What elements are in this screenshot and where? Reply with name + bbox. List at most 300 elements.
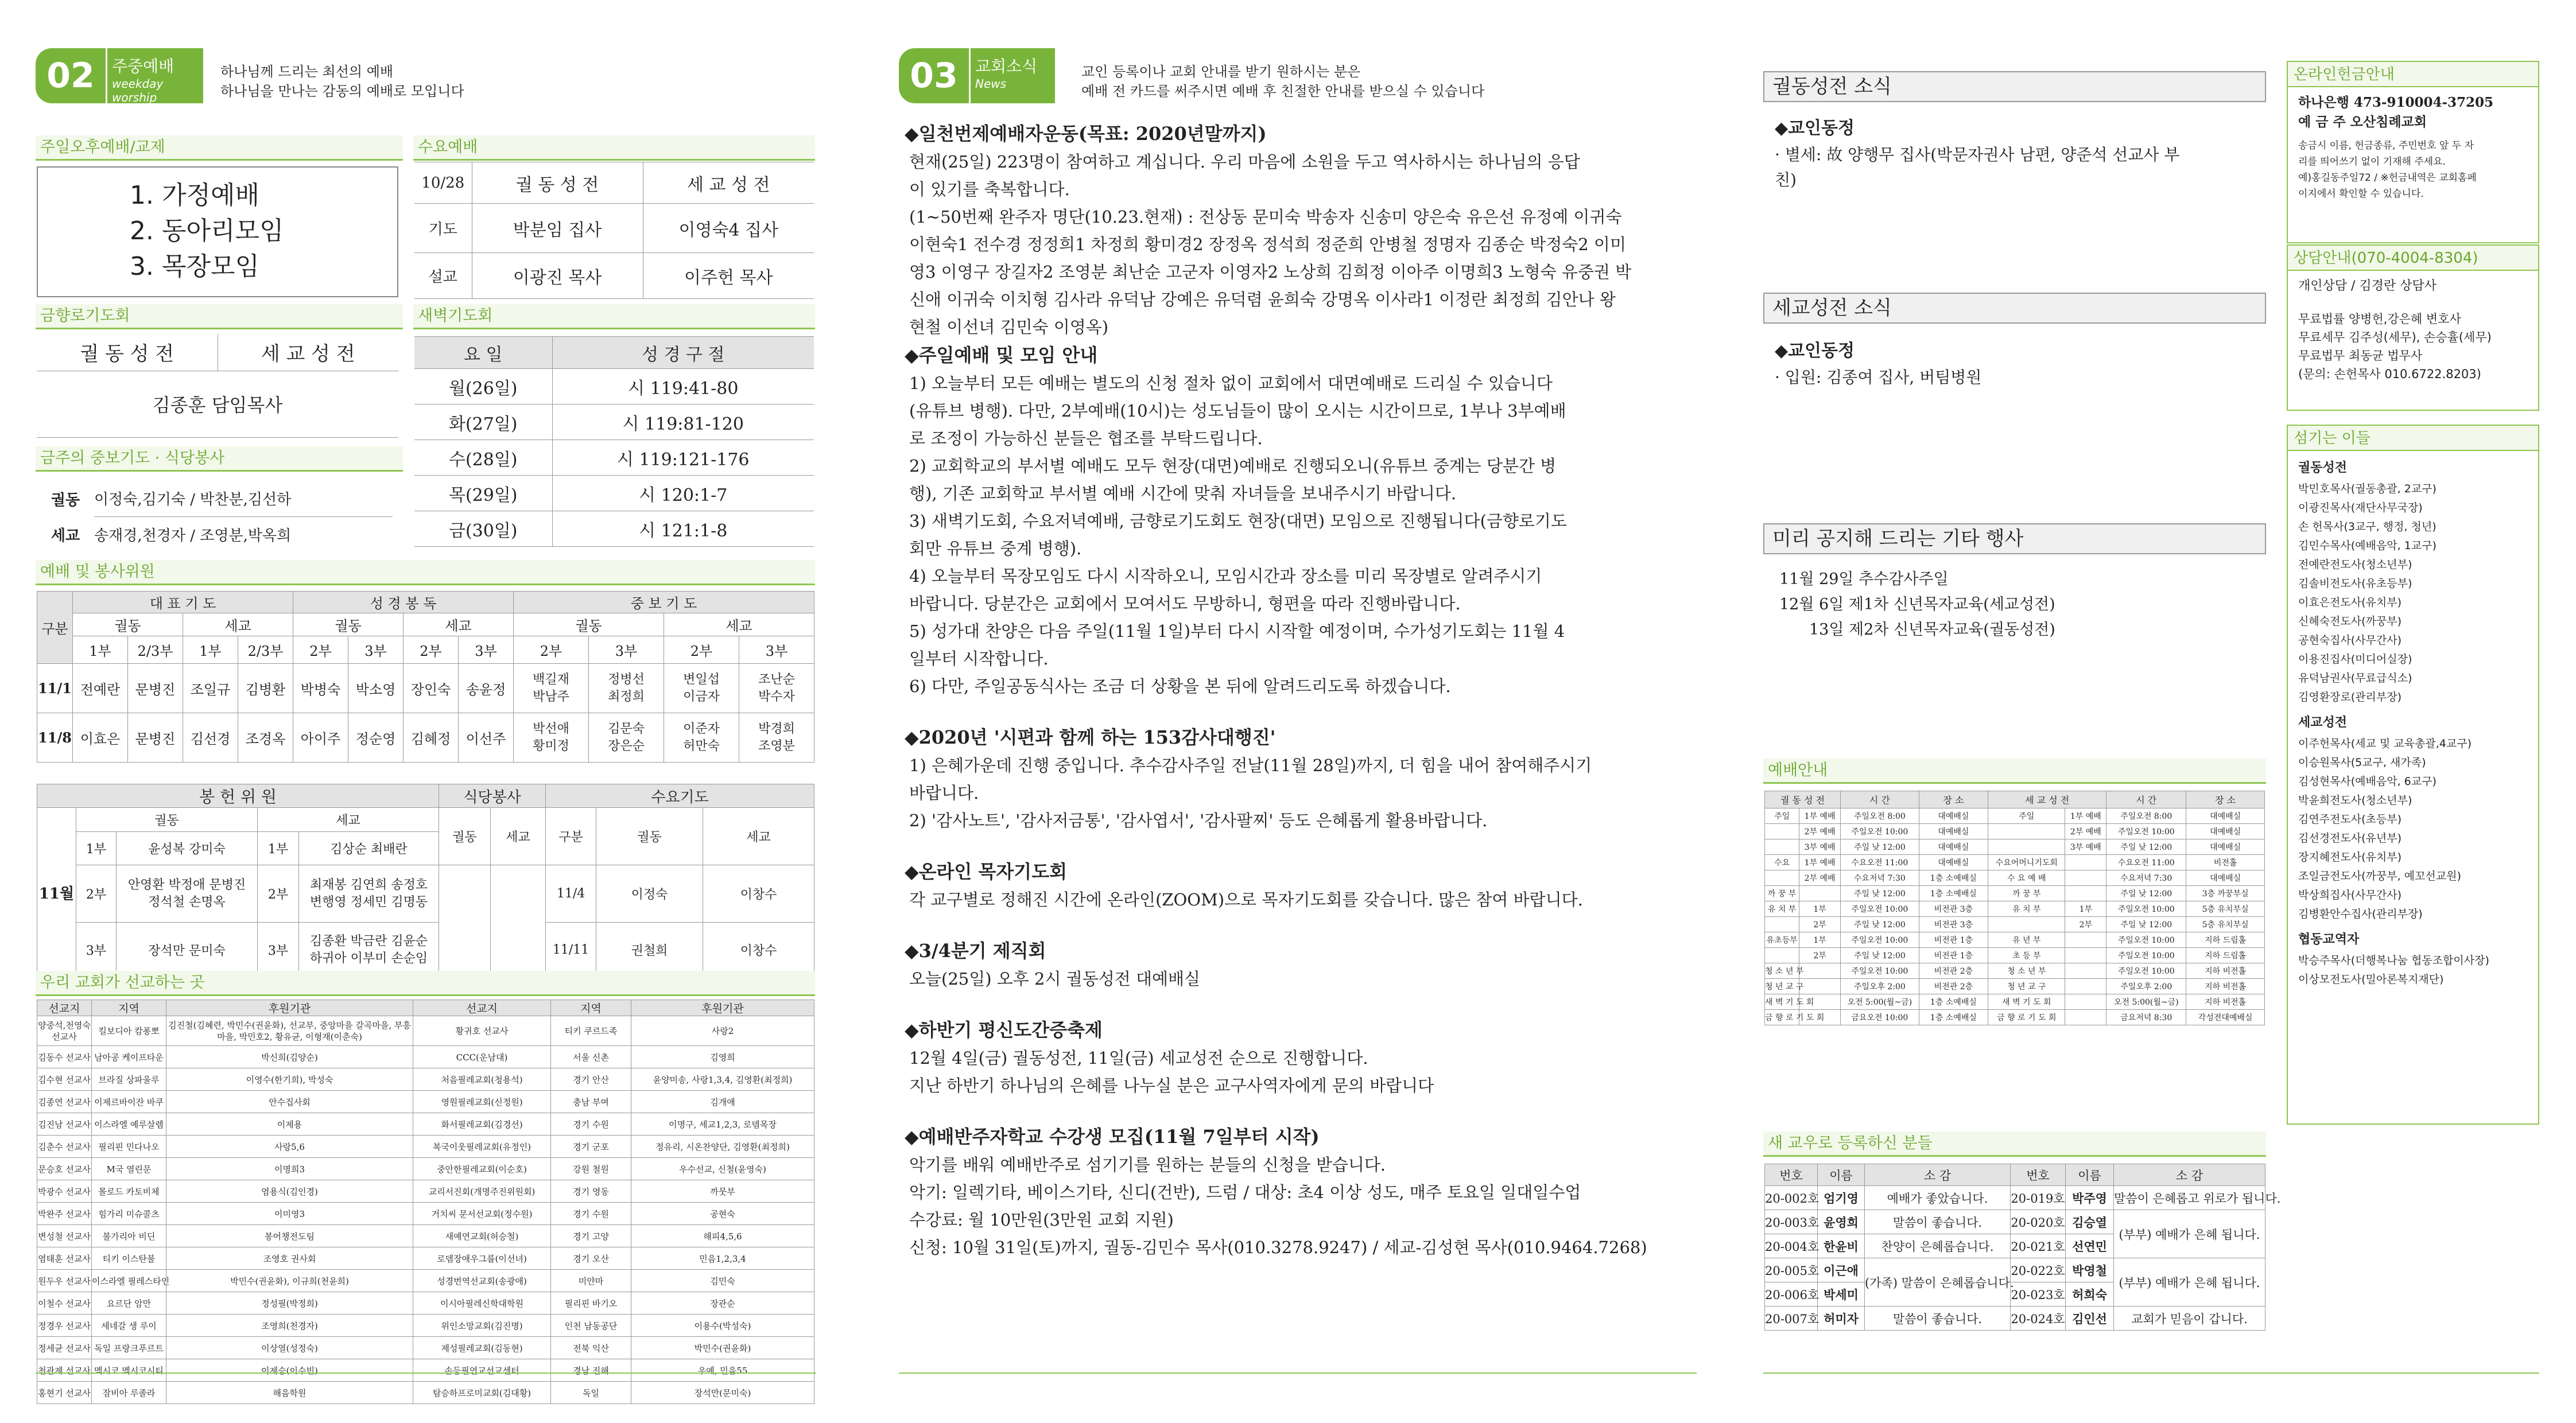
mission-cell: 이철수 선교사: [37, 1292, 92, 1315]
section-desc-1: 하나님께 드리는 최선의 예배: [220, 64, 394, 80]
guide-cell: 1층 소예배실: [1919, 886, 1988, 901]
staff-member: 공현숙집사(사무간사): [2298, 634, 2402, 647]
guide-cell: 2부: [2065, 917, 2106, 932]
mission-row: [37, 1225, 814, 1247]
mission-cell: 정성필(박정희): [166, 1292, 413, 1315]
sg-news-title: ◆교인동정: [1775, 341, 1855, 361]
staff-member: 신혜숙전도사(까꿍부): [2298, 615, 2402, 628]
wedpray-head: 수요기도: [546, 784, 814, 808]
news-title: ◆3/4분기 제직회: [905, 940, 1046, 962]
wq-name: 권철희: [596, 923, 703, 978]
staff-member: 이승원목사(5교구, 새가족): [2298, 756, 2426, 769]
staff-member: 이효은전도사(유치부): [2298, 596, 2402, 609]
guide-cell: 수요저녁 7:30: [1841, 870, 1919, 886]
wednesday-table: [414, 162, 814, 299]
nc-cell: 이근애: [1818, 1258, 1865, 1282]
mission-cell: 잠비아 루졸라: [92, 1382, 166, 1404]
worship-table: [37, 591, 814, 763]
section-title-box: [106, 48, 203, 103]
mission-cell: 티키 쿠르드족: [551, 1016, 631, 1046]
counsel-line: (문의: 손헌목사 010.6722.8203): [2298, 367, 2481, 381]
guide-col: 장 소: [2186, 791, 2265, 808]
guide-cell: 유초등부: [1765, 932, 1799, 948]
news-title: ◆예배반주자학교 수강생 모집(11월 7일부터 시작): [905, 1126, 1320, 1148]
mission-cell: 조영희(천경자): [166, 1315, 413, 1337]
wq-name: 이정숙: [596, 865, 703, 923]
wednesday-heading: 수요예배: [413, 135, 815, 161]
church-sg: 세교: [404, 613, 514, 636]
mission-cell: 티키 이스탄불: [92, 1247, 166, 1270]
guide-row: [1765, 1010, 2265, 1025]
newcomer-row: [1765, 1210, 2265, 1234]
dawn-day: 수(28일): [414, 440, 552, 476]
mission-cell: 천관제 선교사: [37, 1359, 92, 1382]
guide-row: [1765, 839, 2265, 855]
church-kd: 궐동: [293, 613, 404, 636]
mission-cell: 안수집사회: [166, 1091, 413, 1113]
dawn-day: 목(29일): [414, 476, 552, 511]
guide-cell: 주일오전 10:00: [1841, 932, 1919, 948]
online-line: 송금시 이름, 헌금종류, 주민번호 앞 두 자: [2298, 140, 2474, 151]
guide-cell: 주일 낮 12:00: [2106, 917, 2186, 932]
guide-cell: 주일 낮 12:00: [1841, 839, 1919, 855]
mission-cell: 김동수 선교사: [37, 1046, 92, 1068]
guide-cell: 수요오전 11:00: [1841, 855, 1919, 870]
newcomer-row: [1765, 1307, 2265, 1331]
news-line: 회만 유튜브 중계 병행).: [909, 539, 1082, 558]
staff-member: 김민수목사(예배음악, 1교구): [2298, 539, 2437, 552]
news-line: 4) 오늘부터 목장모임도 다시 시작하오니, 모임시간과 장소를 미리 목장별로 알려주시기: [909, 566, 1542, 586]
mission-cell: 경남 진해: [551, 1359, 631, 1382]
mission-row: [37, 1382, 814, 1404]
news-line: (유튜브 병행). 다만, 2부예배(10시)는 성도님들이 많이 오시는 시간이므로, 1부나 3부예배: [909, 401, 1566, 421]
mission-row: [37, 1113, 814, 1136]
name-cell: 정순영: [348, 713, 404, 763]
news-line: 5) 성가대 찬양은 다음 주일(11월 1일)부터 다시 시작할 예정이며, 수가성기도회는 11월 4: [909, 621, 1565, 641]
mission-cell: 복국이웃필레교회(유정인): [413, 1136, 551, 1158]
mission-cell: 우예, 민음55: [631, 1359, 814, 1382]
name-cell: 김병환: [238, 664, 293, 713]
guide-cell: [2065, 886, 2106, 901]
news-line: 바랍니다.: [909, 783, 979, 803]
kd-news-heading: 궐동성전 소식: [1763, 71, 2266, 102]
mission-cell: 염용식(김인경): [166, 1180, 413, 1203]
mission-cell: 박완주 선교사: [37, 1203, 92, 1225]
dawn-verse: 시 119:41-80: [552, 369, 814, 405]
church-sg: 세교: [664, 613, 814, 636]
mission-cell: 불가리아 비딘: [92, 1225, 166, 1247]
staff-member: 박민호목사(궐동총괄, 2교구): [2298, 483, 2437, 495]
dawn-verse: 시 119:81-120: [552, 405, 814, 440]
inter-value: 송재경,천경자 / 조영분,박옥희: [94, 527, 292, 545]
guide-cell: [1799, 886, 1841, 901]
part: 2부: [293, 636, 348, 664]
news-line: 일부터 시작합니다.: [909, 649, 1049, 668]
guide-cell: 까 꿍 부: [1988, 886, 2065, 901]
newcomers-heading: 새 교우로 등록하신 분들: [1763, 1132, 2266, 1157]
guide-cell: 청 소 년 부: [1988, 963, 2065, 979]
name-cell: 박소영: [348, 664, 404, 713]
staff-member: 이용진집사(미디어실장): [2298, 653, 2412, 666]
guide-cell: 까 꿍 부: [1765, 886, 1799, 901]
nc-cell: 예배가 좋았습니다.: [1865, 1186, 2011, 1210]
mission-cell: 화서필레교회(김경선): [413, 1113, 551, 1136]
guide-col: 궐 동 성 전: [1765, 791, 1841, 808]
news-column: [905, 119, 1697, 1261]
guide-row: [1765, 886, 2265, 901]
nc-cell: 20-003호: [1765, 1210, 1818, 1234]
mission-cell: 경기 영동: [551, 1180, 631, 1203]
nc-cell: 엄기영: [1818, 1186, 1865, 1210]
name-cell: 정병선 최정희: [589, 664, 664, 713]
staff-member: 김성현목사(예배음악, 6교구): [2298, 775, 2437, 788]
news-block: [905, 1016, 1697, 1099]
staff-member: 장지혜전도사(유치부): [2298, 851, 2402, 864]
guide-cell: 새 벽 기 도 회: [1988, 994, 2065, 1010]
offering-head: 봉 헌 위 원: [37, 784, 439, 808]
guide-cell: 대예배실: [1919, 808, 1988, 824]
news-block: [905, 857, 1697, 913]
mission-cell: 교리서진회(개명주진위원회): [413, 1180, 551, 1203]
kd-news-title: ◆교인동정: [1775, 118, 1855, 138]
mission-row: [37, 1292, 814, 1315]
nc-cell: (부부) 예배가 은혜 됩니다.: [2114, 1210, 2265, 1258]
mission-cell: 박민수(권윤화): [631, 1337, 814, 1359]
staff-member: 김솔비전도사(유초등부): [2298, 577, 2412, 590]
guide-cell: 주일오전 10:00: [2106, 948, 2186, 963]
guide-cell: 오전 5:00(월~금): [1841, 994, 1919, 1010]
news-line: 1) 오늘부터 모든 예배는 별도의 신청 절차 없이 교회에서 대면예배로 드리실 수 있습니다: [909, 374, 1553, 393]
guide-row: [1765, 870, 2265, 886]
mission-cell: 몰로드 카토비체: [92, 1180, 166, 1203]
section-subtitle: News: [975, 77, 1007, 91]
name-cell: 김선경: [183, 713, 238, 763]
news-line: 영3 이영구 장길자2 조영분 최난순 고군자 이영자2 노상희 김희정 이아주 이명희3 노형숙 유중권 박: [909, 262, 1632, 282]
mission-cell: 인천 남동공단: [551, 1315, 631, 1337]
mission-cell: 김영희: [631, 1046, 814, 1068]
part: 3부: [739, 636, 814, 664]
news-line: 2) 교회학교의 부서별 예배도 모두 현장(대면)예배로 진행되오니(유튜브 중계는 당분간 병: [909, 456, 1557, 476]
guide-cell: [1765, 948, 1799, 963]
news-line: 각 교구별로 정해진 시간에 온라인(ZOOM)으로 목자기도회를 갖습니다. 많은 참여 바랍니다.: [909, 890, 1583, 909]
guide-cell: 지하 드림홀: [2186, 932, 2265, 948]
mission-cell: 경기 군포: [551, 1136, 631, 1158]
guide-cell: 지하 드림홀: [2186, 948, 2265, 963]
staff-box: [2287, 425, 2539, 1125]
mission-cell: M국 열린문: [92, 1158, 166, 1180]
guide-cell: 비전관 2층: [1919, 979, 1988, 994]
part: 3부: [589, 636, 664, 664]
mission-row: [37, 1315, 814, 1337]
mission-cell: 김진남 선교사: [37, 1113, 92, 1136]
mission-cell: 해음학원: [166, 1382, 413, 1404]
guide-cell: 금요오전 10:00: [1841, 1010, 1919, 1025]
news-title: ◆2020년 '시편과 함께 하는 153감사대행진': [905, 726, 1276, 748]
mission-row: [37, 1203, 814, 1225]
guide-cell: [1988, 824, 2065, 839]
guide-cell: 각성전대예배실: [2186, 1010, 2265, 1025]
mission-cell: 경기 안산: [551, 1068, 631, 1091]
mission-cell: 황귀호 선교사: [413, 1016, 551, 1046]
dawn-day: 금(30일): [414, 511, 552, 547]
wed-cell: 이광진 목사: [472, 253, 643, 299]
section-subtitle: weekday worship: [112, 77, 164, 104]
name-cell: 백길재 박남주: [514, 664, 589, 713]
guide-cell: 대예배실: [1919, 839, 1988, 855]
news-block: [905, 723, 1697, 834]
nc-cell: 말씀이 좋습니다.: [1865, 1210, 2011, 1234]
wq-date: 11/11: [546, 923, 596, 978]
guide-cell: 대예배실: [2186, 839, 2265, 855]
sg-news-line: · 입원: 김종여 집사, 버팀병원: [1775, 368, 1982, 387]
staff-member: 전예란전도사(청소년부): [2298, 558, 2412, 571]
mission-cell: 브라질 상파울루: [92, 1068, 166, 1091]
staff-member: 유덕남권사(무료급식소): [2298, 672, 2412, 685]
mission-cell: 세네갈 생 루이: [92, 1315, 166, 1337]
mission-cell: 원두우 선교사: [37, 1270, 92, 1292]
counsel-line: 무료법무 최동균 법무사: [2298, 349, 2423, 363]
guide-cell: 비전관 2층: [1919, 963, 1988, 979]
guide-row: [1765, 979, 2265, 994]
guide-cell: 주일오후 2:00: [1841, 979, 1919, 994]
mission-cell: 사랑5,6: [166, 1136, 413, 1158]
online-line: 이지에서 확인할 수 있습니다.: [2298, 188, 2424, 200]
mission-cell: 이시아필레신학대학원: [413, 1292, 551, 1315]
dawn-h: 요 일: [414, 337, 552, 369]
nc-cell: 20-023호: [2011, 1282, 2066, 1307]
mission-col: 선교지: [413, 1000, 551, 1016]
wed-row-label: 설교: [414, 253, 472, 299]
news-line: 3) 새벽기도회, 수요저녁예배, 금향로기도회도 현장(대면) 모임으로 진행됩니다(금향로기도: [909, 511, 1567, 531]
mission-cell: 김진철(김혜련, 박민수(권윤화), 선교부, 중앙마을 갈곡마을, 부흥마을, 박민호2, 황유균, 이형재(이춘숙): [166, 1016, 413, 1046]
mission-cell: 사랑2: [631, 1016, 814, 1046]
staff-member: 박승주목사(더행복나눔 협동조합이사장): [2298, 954, 2489, 967]
guide-table: [1764, 791, 2265, 1025]
guide-cell: 3부 예배: [2065, 839, 2106, 855]
guide-cell: 대예배실: [1919, 855, 1988, 870]
mission-row: [37, 1091, 814, 1113]
mission-cell: 해피4,5,6: [631, 1225, 814, 1247]
guide-cell: [2065, 994, 2106, 1010]
mission-cell: 경기 오산: [551, 1247, 631, 1270]
staff-member: 김병환안수집사(관리부장): [2298, 908, 2423, 920]
part: 3부: [258, 923, 299, 978]
news-block: [905, 1122, 1697, 1261]
guide-cell: 주일오전 10:00: [2106, 963, 2186, 979]
wed-cell: 박분임 집사: [472, 204, 643, 253]
name-cell: 박경희 조영분: [739, 713, 814, 763]
section-number: 03: [899, 48, 969, 103]
guide-cell: 1층 소예배실: [1919, 870, 1988, 886]
guide-cell: 5층 유치부실: [2186, 901, 2265, 917]
guide-cell: 주일오전 10:00: [1841, 824, 1919, 839]
counsel-heading: 상담안내(070-4004-8304): [2288, 246, 2538, 271]
mission-row: [37, 1247, 814, 1270]
event-line: 13일 제2차 신년목자교육(궐동성전): [1809, 621, 2055, 639]
staff-group-title: 궐동성전: [2298, 461, 2348, 475]
part: 1부: [183, 636, 238, 664]
mission-heading: 우리 교회가 선교하는 곳: [36, 971, 815, 996]
name-cell: 문병진: [128, 713, 183, 763]
mission-cell: 중안한필레교회(이순호): [413, 1158, 551, 1180]
mission-cell: 이미영3: [166, 1203, 413, 1225]
guide-cell: 1층 소예배실: [1919, 994, 1988, 1010]
mission-cell: CCC(운남대): [413, 1046, 551, 1068]
mission-cell: 장관순: [631, 1292, 814, 1315]
nc-cell: 20-007호: [1765, 1307, 1818, 1331]
guide-cell: 수요오전 11:00: [2106, 855, 2186, 870]
staff-member: 이광진목사(재단사무국장): [2298, 501, 2423, 514]
part: 2부: [664, 636, 739, 664]
part: 2부: [514, 636, 589, 664]
sunday-pm-item: 3. 목장모임: [130, 252, 259, 281]
part: 2부: [258, 865, 299, 923]
mission-cell: 이용수(박성숙): [631, 1315, 814, 1337]
guide-row: [1765, 855, 2265, 870]
mission-row: [37, 1046, 814, 1068]
guide-cell: [1799, 979, 1841, 994]
wq-name: 이창수: [703, 923, 814, 978]
mission-cell: 홍현기 선교사: [37, 1382, 92, 1404]
date-cell: 11/8: [37, 713, 73, 763]
guide-cell: [2065, 963, 2106, 979]
guide-cell: 2부 예배: [2065, 824, 2106, 839]
church-sg: 세교: [703, 808, 814, 865]
intercession-table: [37, 481, 393, 552]
guide-cell: 주일: [1988, 808, 2065, 824]
guide-cell: [2065, 870, 2106, 886]
nc-col: 이름: [1818, 1164, 1865, 1186]
wed-cell: 이주헌 목사: [643, 253, 814, 299]
church-kd: 궐동: [514, 613, 664, 636]
news-line: 악기: 일렉기타, 베이스기타, 신디(건반), 드럼 / 대상: 초4 이상 성도, 매주 토요일 일대일수업: [909, 1183, 1581, 1202]
guide-cell: 청 소 년 부: [1765, 963, 1799, 979]
inter-label: 궐동: [51, 491, 80, 509]
guide-cell: 1부: [1799, 901, 1841, 917]
news-line: 현재(25일) 223명이 참여하고 계십니다. 우리 마음에 소원을 두고 역사하시는 하나님의 응답: [909, 152, 1580, 172]
guide-cell: 주일오전 8:00: [1841, 808, 1919, 824]
offer-names: 장석만 문미숙: [117, 923, 258, 978]
mission-cell: 탐승하프로미교회(김대황): [413, 1382, 551, 1404]
part: 3부: [76, 923, 117, 978]
mission-cell: 김개애: [631, 1091, 814, 1113]
part: 2부: [404, 636, 459, 664]
wed-cell: 이영숙4 집사: [643, 204, 814, 253]
mission-cell: 킬보디아 캄퐁뽀: [92, 1016, 166, 1046]
mission-cell: 새예연교회(허승철): [413, 1225, 551, 1247]
news-title: ◆일천번제예배자운동(목표: 2020년말까지): [905, 123, 1267, 145]
mission-cell: 조영호 권사회: [166, 1247, 413, 1270]
guide-cell: [2065, 855, 2106, 870]
worship-group: 성 경 봉 독: [293, 592, 514, 613]
guide-cell: 1부 예배: [1799, 808, 1841, 824]
inter-value: 이정숙,김기숙 / 박찬분,김선하: [94, 481, 393, 516]
guide-cell: [2065, 979, 2106, 994]
mission-cell: 이명희3: [166, 1158, 413, 1180]
guide-col: 세 교 성 전: [1988, 791, 2106, 808]
mission-row: [37, 1068, 814, 1091]
guide-cell: 주일 낮 12:00: [2106, 839, 2186, 855]
part: 2/3부: [238, 636, 293, 664]
mission-row: [37, 1158, 814, 1180]
mission-cell: 로뎀장애우그룹(이선녀): [413, 1247, 551, 1270]
nc-cell: 말씀이 좋습니다.: [1865, 1307, 2011, 1331]
news-line: 이현숙1 전수경 정정희1 차정희 황미경2 장정옥 정석희 정준희 안병철 정명자 김종순 박정숙2 이미: [909, 235, 1626, 254]
mission-cell: 박신희(김양순): [166, 1046, 413, 1068]
mission-cell: 정세균 선교사: [37, 1337, 92, 1359]
guide-cell: 지하 비전홀: [2186, 994, 2265, 1010]
guide-cell: 대예배실: [2186, 824, 2265, 839]
news-line: 악기를 배워 예배반주로 섬기기를 원하는 분들의 신청을 받습니다.: [909, 1155, 1386, 1175]
guide-cell: 3층 까꿍부실: [2186, 886, 2265, 901]
offering-table: [37, 784, 814, 978]
mission-cell: 이제용: [166, 1113, 413, 1136]
mission-cell: 위인소망교회(김진명): [413, 1315, 551, 1337]
guide-cell: 대예배실: [1919, 824, 1988, 839]
mission-cell: 변성철 선교사: [37, 1225, 92, 1247]
page-divider: [36, 1373, 816, 1374]
nc-cell: 20-005호: [1765, 1258, 1818, 1282]
guide-cell: 주일오전 10:00: [1841, 901, 1919, 917]
guide-cell: 수요: [1765, 855, 1799, 870]
name-cell: 이준자 허만숙: [664, 713, 739, 763]
mission-cell: 처음필레교회(청용석): [413, 1068, 551, 1091]
nc-cell: 박영철: [2066, 1258, 2114, 1282]
guide-cell: 대예배실: [2186, 808, 2265, 824]
news-line: 오늘(25일) 오후 2시 궐동성전 대예배실: [909, 969, 1201, 989]
mission-cell: 경기 고양: [551, 1225, 631, 1247]
nc-cell: 윤영희: [1818, 1210, 1865, 1234]
news-line: 바랍니다. 당분간은 교회에서 모여서도 무방하니, 형편을 따라 진행바랍니다.: [909, 594, 1461, 613]
mission-cell: 윤양미송, 사랑1,3,4, 김영환(최정희): [631, 1068, 814, 1091]
news-block: [905, 341, 1697, 700]
guide-cell: 금 향 로 기 도 회: [1765, 1010, 1799, 1025]
name-cell: 조난순 박수자: [739, 664, 814, 713]
nc-col: 이름: [2066, 1164, 2114, 1186]
section-title: 주중예배: [112, 57, 174, 76]
online-line: 리를 띄어쓰기 없이 기재해 주세요.: [2298, 156, 2446, 168]
sg-news-heading: 세교성전 소식: [1763, 293, 2266, 324]
news-block: [905, 936, 1697, 993]
nc-col: 번호: [1765, 1164, 1818, 1186]
dawn-day: 월(26일): [414, 369, 552, 405]
mission-cell: 성경번역선교회(송광애): [413, 1270, 551, 1292]
sunday-pm-item: 1. 가정예배: [130, 181, 259, 210]
mission-cell: 이영수(한기희), 박성숙: [166, 1068, 413, 1091]
offer-names: 최재봉 김연희 송정호 변행영 정세민 김명동: [299, 865, 439, 923]
mission-cell: 전북 익산: [551, 1337, 631, 1359]
online-line: 예 금 주 오산침례교회: [2298, 114, 2427, 130]
inter-label: 세교: [51, 527, 80, 545]
events-heading: 미리 공지해 드리는 기타 행사: [1763, 523, 2266, 554]
guide-cell: 수 요 예 배: [1988, 870, 2065, 886]
friday-table: [37, 334, 398, 438]
guide-row: [1765, 932, 2265, 948]
guide-cell: 비전관 3층: [1919, 901, 1988, 917]
guide-cell: 3부 예배: [1799, 839, 1841, 855]
nc-cell: 찬양이 은혜롭습니다.: [1865, 1234, 2011, 1258]
gubun: 구분: [546, 808, 596, 865]
wq-name: 이창수: [703, 865, 814, 923]
staff-member: 김영환장로(관리부장): [2298, 691, 2402, 703]
nc-cell: 허미자: [1818, 1307, 1865, 1331]
guide-cell: 금 향 로 기 도 회: [1988, 1010, 2065, 1025]
news-line: 이 있기를 축복합니다.: [909, 180, 1070, 199]
guide-heading: 예배안내: [1763, 759, 2266, 784]
guide-cell: 주일 낮 12:00: [1841, 917, 1919, 932]
mission-cell: 정유리, 시온찬양단, 김영환(최정희): [631, 1136, 814, 1158]
dawn-heading: 새벽기도회: [413, 304, 815, 329]
